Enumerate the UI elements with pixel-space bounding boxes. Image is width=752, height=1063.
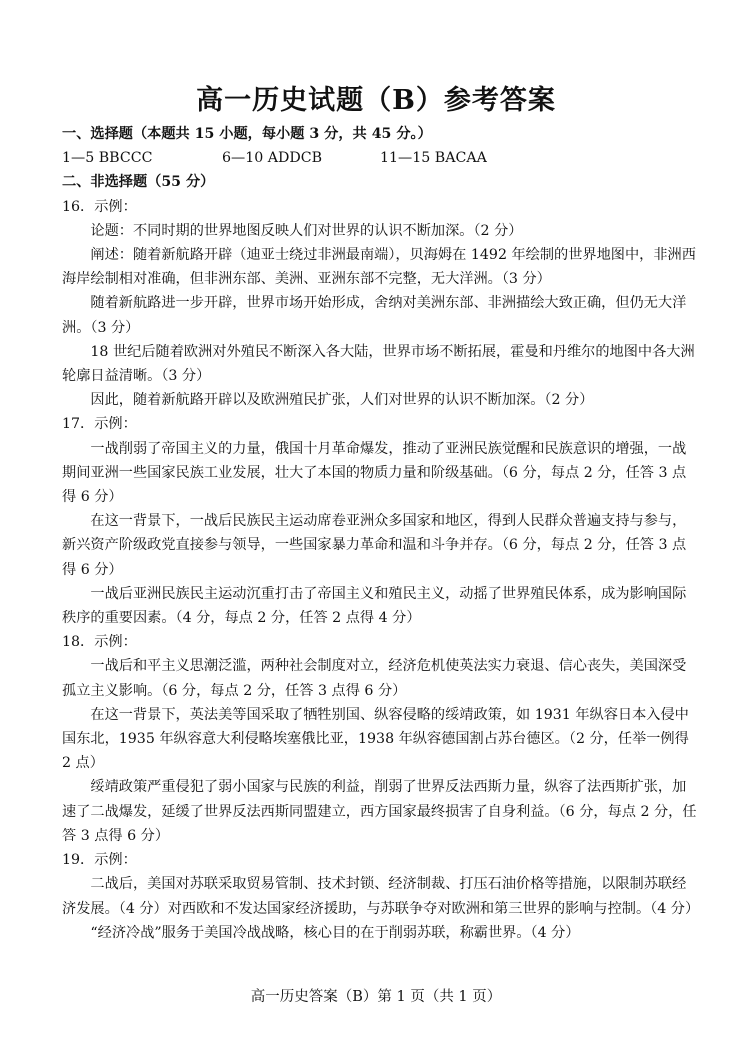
q16-para: 论题：不同时期的世界地图反映人们对世界的认识不断加深。（2 分） — [90, 222, 523, 239]
page-footer: 高一历史答案（B）第 1 页（共 1 页） — [250, 989, 502, 1005]
section2-heading: 二、非选择题（55 分） — [62, 174, 215, 191]
q18-para: 在这一背景下，英法美等国采取了牺牲别国、纵容侵略的绥靖政策，如 1931 年纵容日本入侵中国东北，1935 年纵容意大利侵略埃塞俄比亚，1938 年纵容德国割占苏台德区。（2 分，任举一例得 2 点） — [62, 706, 689, 772]
answers-1-5: 1—5 BBCCC — [62, 150, 153, 167]
q18-para: 绥靖政策严重侵犯了弱小国家与民族的利益，削弱了世界反法西斯力量，纵容了法西斯扩张，加速了二战爆发，延缓了世界反法西斯同盟建立，西方国家最终损害了自身利益。（6 分，每点 2 分，任答 3 点得 6 分） — [62, 779, 697, 844]
q16-para: 随着新航路进一步开辟，世界市场开始形成，舍纳对美洲东部、非洲描绘大致正确，但仍无大洋洲。（3 分） — [62, 295, 687, 336]
q19-para: 二战后，美国对苏联采取贸易管制、技术封锁、经济制裁、打压石油价格等措施，以限制苏联经济发展。（4 分）对西欧和不发达国家经济援助，与苏联争夺对欧洲和第三世界的影响与控制。（4 分） — [62, 876, 700, 917]
q18-para: 一战后和平主义思潮泛滥，两种社会制度对立，经济危机使英法实力衰退、信心丧失，美国深受孤立主义影响。（6 分，每点 2 分，任答 3 点得 6 分） — [62, 658, 687, 699]
q17-para: 一战后亚洲民族民主运动沉重打击了帝国主义和殖民主义，动摇了世界殖民体系，成为影响国际秩序的重要因素。（4 分，每点 2 分，任答 2 点得 4 分） — [62, 585, 687, 627]
q16-para: 18 世纪后随着欧洲对外殖民不断深入各大陆，世界市场不断拓展，霍曼和丹维尔的地图中各大洲轮廓日益清晰。（3 分） — [62, 343, 695, 385]
multiple-choice-answers — [62, 146, 698, 170]
q16-para: 因此，随着新航路开辟以及欧洲殖民扩张，人们对世界的认识不断加深。（2 分） — [90, 392, 594, 409]
q19-para: “经济冷战”服务于美国冷战战略，核心目的在于削弱苏联，称霸世界。（4 分） — [90, 924, 580, 941]
q19-label: 19．示例： — [62, 852, 137, 869]
answers-11-15: 11—15 BACAA — [380, 150, 487, 167]
q17-para: 在这一背景下，一战后民族民主运动席卷亚洲众多国家和地区，得到人民群众普遍支持与参与，新兴资产阶级政党直接参与领导，一些国家暴力革命和温和斗争并存。（6 分，每点 2 分，任答 3 点得 6 分） — [62, 513, 687, 578]
q17-para: 一战削弱了帝国主义的力量，俄国十月革命爆发，推动了亚洲民族觉醒和民族意识的增强，一战期间亚洲一些国家民族工业发展，壮大了本国的物质力量和阶级基础。（6 分，每点 2 分，任答 3 点得 6 分） — [62, 440, 687, 506]
q17-label: 17．示例： — [62, 416, 137, 433]
q16-para: 阐述：随着新航路开辟（迪亚士绕过非洲最南端），贝海姆在 1492 年绘制的世界地图中，非洲西海岸绘制相对准确，但非洲东部、美洲、亚洲东部不完整，无大洋洲。（3 分） — [62, 247, 696, 288]
q18-label: 18．示例： — [62, 634, 137, 651]
document-body — [62, 122, 698, 945]
section1-heading: 一、选择题（本题共 15 小题，每小题 3 分，共 45 分。） — [62, 126, 432, 142]
q16-label: 16．示例： — [62, 198, 137, 215]
answers-6-10: 6—10 ADDCB — [222, 150, 323, 167]
page-title: 高一历史试题（B）参考答案 — [196, 85, 556, 116]
